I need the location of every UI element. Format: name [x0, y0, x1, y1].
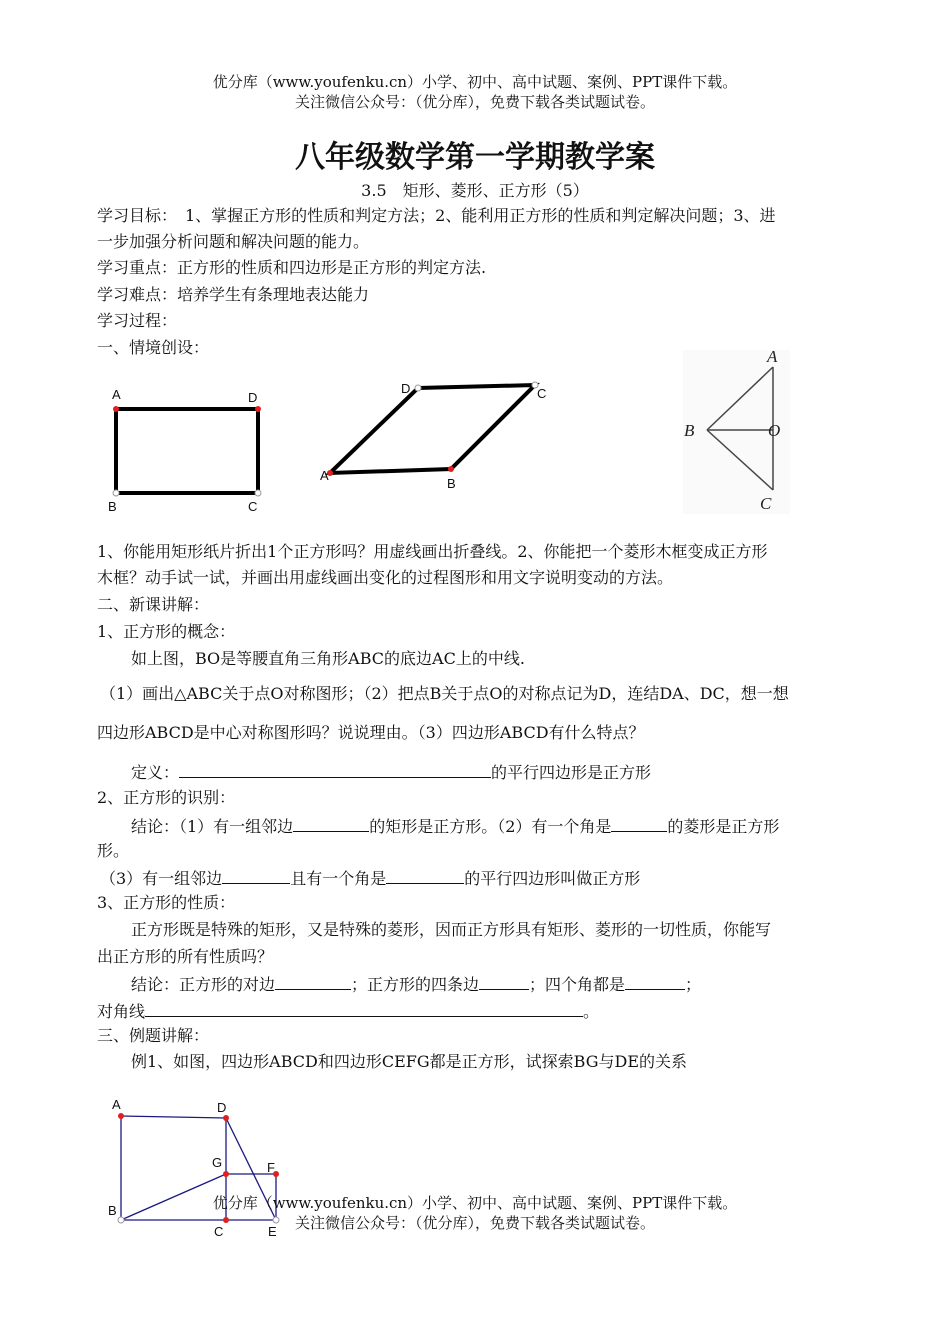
section-1-heading: 一、情境创设：: [97, 338, 210, 357]
c3-mid: 且有一个角是: [290, 869, 387, 888]
page-title: 八年级数学第一学期教学案: [295, 140, 655, 175]
site-footer-line2: 关注微信公众号：（优分库），免费下载各类试题试卷。: [294, 1214, 655, 1232]
question-line-1: 1、你能用矩形纸片折出1个正方形吗？用虚线画出折叠线。2、你能把一个菱形木框变成正方形: [97, 542, 768, 561]
property-line-1: 正方形既是特殊的矩形，又是特殊的菱形，因而正方形具有矩形、菱形的一切性质，你能写: [131, 920, 772, 939]
blank-four-angles[interactable]: [625, 971, 685, 990]
rhombus-figure: [320, 381, 546, 491]
process-line: 学习过程：: [97, 311, 178, 330]
diag-pre: 对角线: [97, 1002, 146, 1021]
section-3-heading: 三、例题讲解：: [97, 1026, 210, 1045]
segment-ad: [121, 1116, 226, 1118]
rect-label-d: D: [248, 390, 258, 405]
blank-opposite-sides[interactable]: [275, 971, 351, 990]
blank-angle-2[interactable]: [386, 865, 464, 884]
p-mid1: ；正方形的四条边: [351, 975, 480, 994]
c3-pre: （3）有一组邻边: [100, 869, 223, 888]
rhombus-label-d: D: [401, 381, 411, 396]
rhombus-label-c: C: [537, 386, 547, 401]
ex-label-g: G: [212, 1155, 223, 1170]
point-b: [113, 490, 119, 496]
rhombus-label-b: B: [447, 476, 456, 491]
ex-label-a: A: [112, 1097, 121, 1112]
point-d: [415, 385, 421, 391]
point-d: [223, 1115, 229, 1121]
p-pre: 结论：正方形的对边: [131, 975, 276, 994]
property-line-2: 出正方形的所有性质吗？: [97, 947, 274, 966]
ex-label-e: E: [268, 1224, 277, 1239]
concept-heading: 1、正方形的概念：: [97, 622, 236, 641]
ex-label-b: B: [108, 1203, 117, 1218]
section-subtitle: 3.5 矩形、菱形、正方形（5）: [361, 181, 589, 200]
point-c: [255, 490, 261, 496]
goal-line-1: 学习目标： 1、掌握正方形的性质和判定方法；2、能利用正方形的性质和判定解决问题；3、进: [97, 206, 776, 225]
p-post: ；: [685, 975, 702, 994]
site-footer-line1: 优分库（www.youfenku.cn）小学、初中、高中试题、案例、PPT课件下载。: [212, 1194, 738, 1212]
conclusion-line-1: [131, 813, 891, 839]
ex-label-c: C: [214, 1224, 224, 1239]
conclusion-line-3: [100, 865, 860, 891]
tri-label-o: O: [768, 421, 781, 440]
blank-adjacent-sides-2[interactable]: [222, 865, 290, 884]
definition-label: 定义：: [131, 763, 180, 782]
definition-blank[interactable]: [179, 759, 491, 778]
diagonal-line: [97, 998, 857, 1024]
rectangle-figure: [108, 387, 261, 514]
rect-label-a: A: [112, 387, 121, 402]
diag-post: 。: [583, 1002, 600, 1021]
site-header-line1: 优分库（www.youfenku.cn）小学、初中、高中试题、案例、PPT课件下载。: [212, 73, 738, 91]
rhombus-shape: [330, 385, 535, 473]
property-conclusion: [131, 971, 891, 997]
bo-line: 如上图，BO是等腰直角三角形ABC的底边AC上的中线.: [131, 649, 525, 668]
blank-angle[interactable]: [611, 813, 667, 832]
example-1-line: 例1、如图，四边形ABCD和四边形CEFG都是正方形，试探索BG与DE的关系: [131, 1052, 688, 1071]
c3-post: 的平行四边形叫做正方形: [464, 869, 641, 888]
site-header-line2: 关注微信公众号：（优分库），免费下载各类试题试卷。: [294, 93, 655, 111]
rect-label-c: C: [248, 499, 258, 514]
section-2-heading: 二、新课讲解：: [97, 595, 210, 614]
point-d: [255, 406, 261, 412]
tri-label-b: B: [684, 421, 695, 440]
identify-heading: 2、正方形的识别：: [97, 788, 236, 807]
c1-post: 的菱形是正方形: [667, 817, 780, 836]
draw-line-1: （1）画出△ABC关于点O对称图形；（2）把点B关于点O的对称点记为D，连结DA、DC，想一想: [100, 684, 789, 703]
focus-line: 学习重点：正方形的性质和四边形是正方形的判定方法.: [97, 258, 487, 277]
property-heading: 3、正方形的性质：: [97, 893, 236, 912]
definition-line: [131, 759, 891, 785]
point-a: [118, 1113, 124, 1119]
rectangle-shape: [116, 409, 258, 493]
conclusion-line-1-tail: 形。: [97, 841, 130, 860]
triangle-figure: [683, 347, 790, 514]
goal-line-2: 一步加强分析问题和解决问题的能力。: [97, 232, 370, 251]
difficulty-line: 学习难点：培养学生有条理地表达能力: [97, 285, 370, 304]
p-mid2: ；四个角都是: [529, 975, 626, 994]
c1-pre: 结论：（1）有一组邻边: [131, 817, 294, 836]
c1-mid: 的矩形是正方形。（2）有一个角是: [369, 817, 612, 836]
tri-label-a: A: [767, 347, 778, 366]
tri-label-c: C: [760, 494, 772, 513]
blank-adjacent-sides[interactable]: [293, 813, 369, 832]
point-a: [113, 406, 119, 412]
question-line-2: 木框？动手试一试，并画出用虚线画出变化的过程图形和用文字说明变动的方法。: [97, 568, 674, 587]
rhombus-label-a: A: [320, 468, 329, 483]
rect-label-b: B: [108, 499, 117, 514]
point-g: [223, 1171, 229, 1177]
blank-diagonal[interactable]: [145, 998, 583, 1017]
ex-label-f: F: [267, 1160, 275, 1175]
ex-label-d: D: [217, 1100, 227, 1115]
blank-four-sides[interactable]: [479, 971, 529, 990]
point-b: [448, 466, 454, 472]
definition-suffix: 的平行四边形是正方形: [491, 763, 652, 782]
draw-line-2: 四边形ABCD是中心对称图形吗？说说理由。（3）四边形ABCD有什么特点？: [97, 723, 645, 742]
